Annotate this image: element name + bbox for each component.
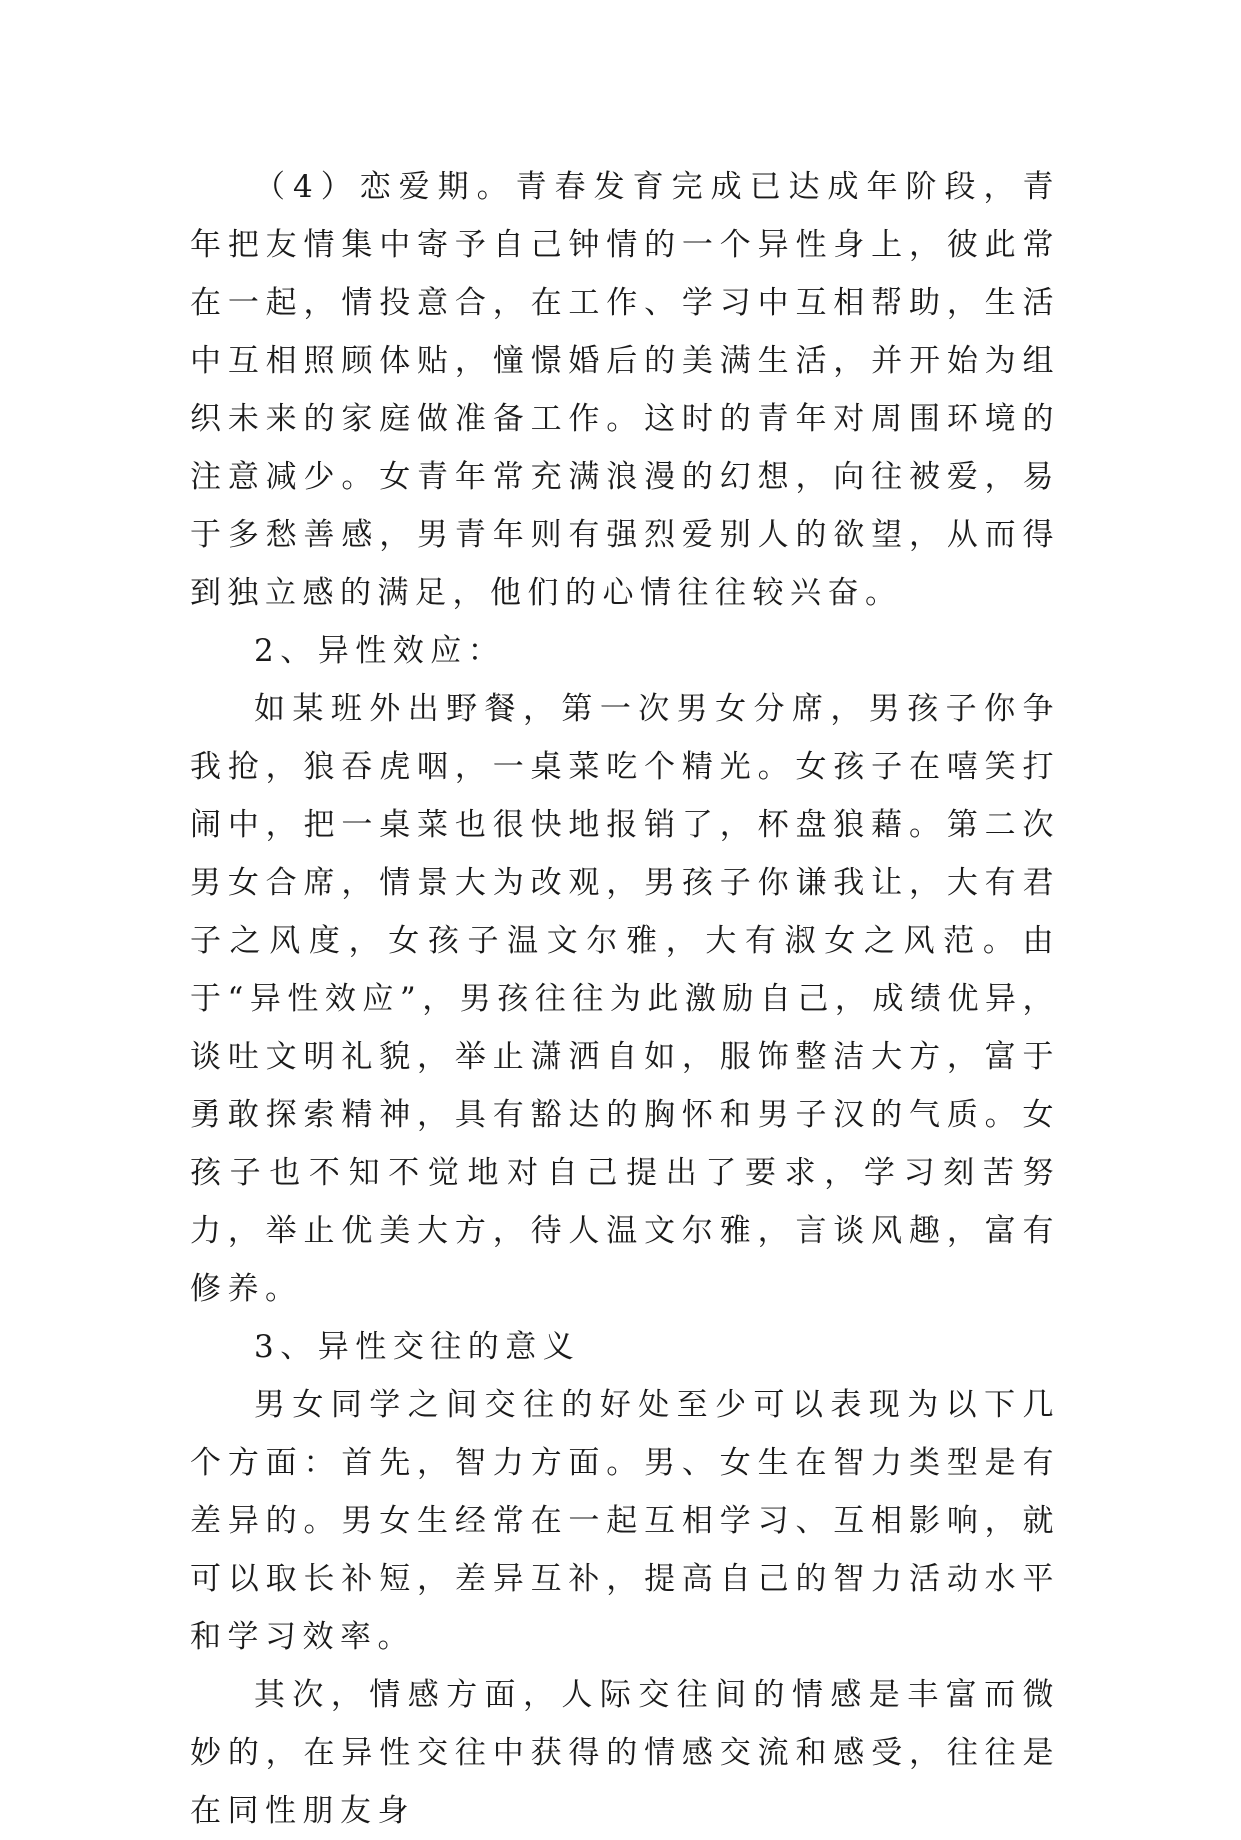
paragraph-emotion: 其次，情感方面，人际交往间的情感是丰富而微妙的，在异性交往中获得的情感交流和感受，往往是在同性朋友身 (190, 1677, 1060, 1829)
heading-significance: 3、异性交往的意义 (254, 1329, 581, 1365)
heading-opposite-sex-effect: 2、异性效应： (254, 633, 506, 669)
paragraph-picnic-example: 如某班外出野餐，第一次男女分席，男孩子你争我抢，狼吞虎咽，一桌菜吃个精光。女孩子在嘻笑打闹中，把一桌菜也很快地报销了，杯盘狼藉。第二次男女合席，情景大为改观，男孩子你谦我让，大有君子之风度，女孩子温文尔雅，大有淑女之风范。由于“异性效应”，男孩往往为此激励自己，成绩优异，谈吐文明礼貌，举止潇洒自如，服饰整洁大方，富于勇敢探索精神，具有豁达的胸怀和男子汉的气质。女孩子也不知不觉地对自己提出了要求，学习刻苦努力，举止优美大方，待人温文尔雅，言谈风趣，富有修养。 (190, 691, 1060, 1307)
paragraph-intellect: 男女同学之间交往的好处至少可以表现为以下几个方面：首先，智力方面。男、女生在智力类型是有差异的。男女生经常在一起互相学习、互相影响，就可以取长补短，差异互补，提高自己的智力活动水平和学习效率。 (190, 1387, 1060, 1655)
document-body (190, 158, 1060, 1840)
paragraph-romance-stage: （4）恋爱期。青春发育完成已达成年阶段，青年把友情集中寄予自己钟情的一个异性身上，彼此常在一起，情投意合，在工作、学习中互相帮助，生活中互相照顾体贴，憧憬婚后的美满生活，并开始为组织未来的家庭做准备工作。这时的青年对周围环境的注意减少。女青年常充满浪漫的幻想，向往被爱，易于多愁善感，男青年则有强烈爱别人的欲望，从而得到独立感的满足，他们的心情往往较兴奋。 (190, 169, 1060, 611)
